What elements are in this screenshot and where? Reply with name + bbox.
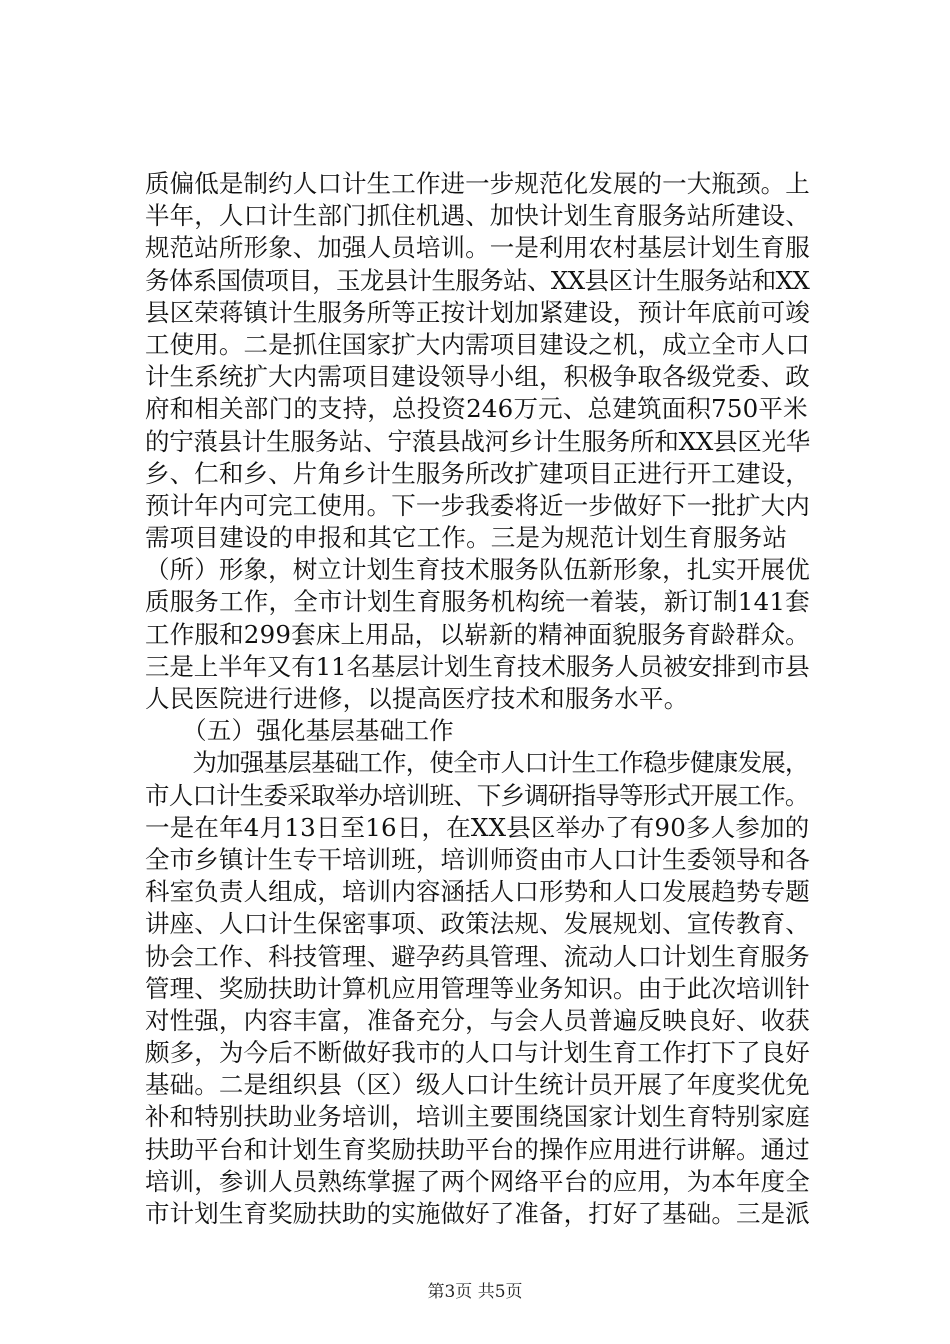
text-line: 计生系统扩大内需项目建设领导小组，积极争取各级党委、政 <box>145 362 810 392</box>
text-line: 市计划生育奖励扶助的实施做好了准备，打好了基础。三是派 <box>145 1199 810 1228</box>
text-line: 县区荣蒋镇计生服务所等正按计划加紧建设，预计年底前可竣 <box>145 297 810 327</box>
text-line: 三是上半年又有11名基层计划生育技术服务人员被安排到市县 <box>145 651 810 681</box>
text-line: 半年，人口计生部门抓住机遇、加快计划生育服务站所建设、 <box>145 201 810 231</box>
text-line: 全市乡镇计生专干培训班，培训师资由市人口计生委领导和各 <box>145 844 810 874</box>
text-line: 预计年内可完工使用。下一步我委将近一步做好下一批扩大内 <box>145 490 810 520</box>
text-line: 需项目建设的申报和其它工作。三是为规范计划生育服务站 <box>145 523 788 553</box>
text-line: 一是在年4月13日至16日，在XX县区举办了有90多人参加的 <box>145 812 810 842</box>
text-line: 人民医院进行进修，以提高医疗技术和服务水平。 <box>145 684 689 713</box>
text-line: 的宁蒗县计生服务站、宁蒗县战河乡计生服务所和XX县区光华 <box>145 426 811 456</box>
text-line: 乡、仁和乡、片角乡计生服务所改扩建项目正进行开工建设， <box>145 458 810 488</box>
text-line: 培训，参训人员熟练掌握了两个网络平台的应用，为本年度全 <box>145 1166 810 1196</box>
text-line: 规范站所形象、加强人员培训。一是利用农村基层计划生育服 <box>145 233 810 263</box>
text-line: 质偏低是制约人口计生工作进一步规范化发展的一大瓶颈。上 <box>145 169 810 198</box>
text-line: 务体系国债项目，玉龙县计生服务站、XX县区计生服务站和XX <box>145 265 810 295</box>
text-line: 市人口计生委采取举办培训班、下乡调研指导等形式开展工作。 <box>145 780 809 810</box>
text-line: （所）形象，树立计划生育技术服务队伍新形象，扎实开展优 <box>145 555 810 585</box>
text-line: 管理、奖励扶助计算机应用管理等业务知识。由于此次培训针 <box>145 973 810 1003</box>
text-line: 补和特别扶助业务培训，培训主要围绕国家计划生育特别家庭 <box>145 1102 810 1132</box>
body-text <box>145 168 810 1230</box>
text-line: 为加强基层基础工作，使全市人口计生工作稳步健康发展， <box>145 748 809 778</box>
text-line: 颇多，为今后不断做好我市的人口与计划生育工作打下了良好 <box>145 1038 810 1068</box>
text-line: 科室负责人组成，培训内容涵括人口形势和人口发展趋势专题 <box>145 877 810 907</box>
text-line: 质服务工作，全市计划生育服务机构统一着装，新订制141套 <box>145 587 810 617</box>
text-line: 协会工作、科技管理、避孕药具管理、流动人口计划生育服务 <box>145 941 810 971</box>
text-line: 扶助平台和计划生育奖励扶助平台的操作应用进行讲解。通过 <box>145 1134 810 1164</box>
text-line: 讲座、人口计生保密事项、政策法规、发展规划、宣传教育、 <box>145 909 810 939</box>
text-line: 工作服和299套床上用品，以崭新的精神面貌服务育龄群众。 <box>145 619 810 649</box>
text-line: 工使用。二是抓住国家扩大内需项目建设之机，成立全市人口 <box>145 329 810 359</box>
text-line: 基础。二是组织县（区）级人口计生统计员开展了年度奖优免 <box>145 1070 810 1100</box>
text-line: 对性强，内容丰富，准备充分，与会人员普遍反映良好、收获 <box>145 1005 810 1035</box>
text-line: 府和相关部门的支持，总投资246万元、总建筑面积750平米 <box>145 394 808 424</box>
page-footer: 第3页 共5页 <box>427 1282 523 1302</box>
text-line: （五）强化基层基础工作 <box>145 716 454 746</box>
